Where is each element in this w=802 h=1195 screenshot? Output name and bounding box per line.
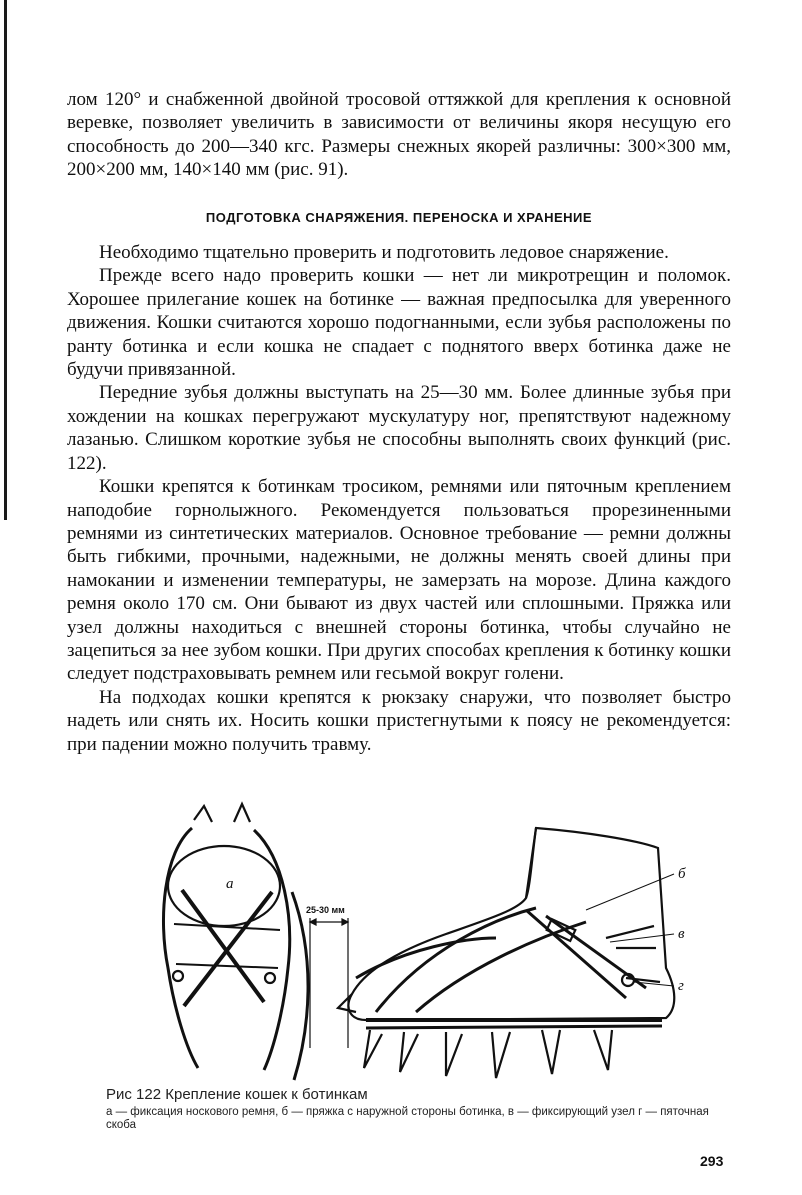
figure-caption <box>106 1086 726 1132</box>
figure-crampons <box>66 798 738 1088</box>
label-b: б <box>678 866 686 882</box>
scan-edge-line <box>4 0 7 520</box>
boot-side-view <box>338 828 674 1078</box>
dimension-marker <box>310 918 348 1048</box>
label-v: в <box>678 926 685 942</box>
label-a: а <box>226 876 234 892</box>
dimension-label: 25-30 мм <box>306 905 345 915</box>
paragraph-3: Прежде всего надо проверить кошки — нет ли микротрещин и поломок. Хорошее прилегание кошек на ботинке — важная предпосылка для уверенного движения. Кошки считаются хорошо подогнанными, если зубья расположены по ранту ботинка и если кошка не спадает с поднятого вверх ботинка даже не будучи привязанной. <box>67 265 731 381</box>
paragraph-5: Кошки крепятся к ботинкам тросиком, ремнями или пяточным креплением наподобие горнолыжного. Рекомендуется пользоваться прорезиненными ремнями из синтетических материалов. Основное требование — ремни должны быть гибкими, прочными, надежными, не должны менять своей длины при намокании и изменении температуры, не замерзать на морозе. Длина каждого ремня около 170 см. Они бывают из двух частей или сплошными. Пряжка или узел должны находиться с внешней стороны ботинка, чтобы случайно не зацепиться за нее зубом кошки. При других способах крепления к ботинку кошки следует подстраховывать ремнем или гесьмой вокруг голени. <box>67 476 731 685</box>
paragraph-1: лом 120° и снабженной двойной тросовой оттяжкой для крепления к основной веревке, позволяет увеличить в зависимости от величины якоря несущую его способность до 200—340 кгс. Размеры снежных якорей различны: 300×300 мм, 200×200 мм, 140×140 мм (рис. 91). <box>67 89 731 181</box>
caption-title: Рис 122 Крепление кошек к ботинкам <box>106 1086 368 1103</box>
page-number: 293 <box>700 1153 724 1169</box>
crampon-illustration <box>66 798 738 1088</box>
caption-description: а — фиксация носкового ремня, б — пряжка с наружной стороны ботинка, в — фиксирующий узел г — пяточная скоба <box>106 1106 709 1131</box>
paragraph-2: Необходимо тщательно проверить и подготовить ледовое снаряжение. <box>99 242 669 264</box>
section-heading: ПОДГОТОВКА СНАРЯЖЕНИЯ. ПЕРЕНОСКА И ХРАНЕНИЕ <box>205 209 593 225</box>
paragraph-4: Передние зубья должны выступать на 25—30 мм. Более длинные зубья при хождении на кошках перегружают мускулатуру ног, препятствуют надежному лазанью. Слишком короткие зубья не способны выполнять своих функций (рис. 122). <box>67 382 731 474</box>
body-text <box>67 88 731 756</box>
crampon-top-view <box>163 804 308 1080</box>
paragraph-6: На подходах кошки крепятся к рюкзаку снаружи, что позволяет быстро надеть или снять их. Носить кошки пристегнутыми к поясу не рекомендуется: при падении можно получить травму. <box>67 686 731 755</box>
label-g: г <box>678 978 684 994</box>
